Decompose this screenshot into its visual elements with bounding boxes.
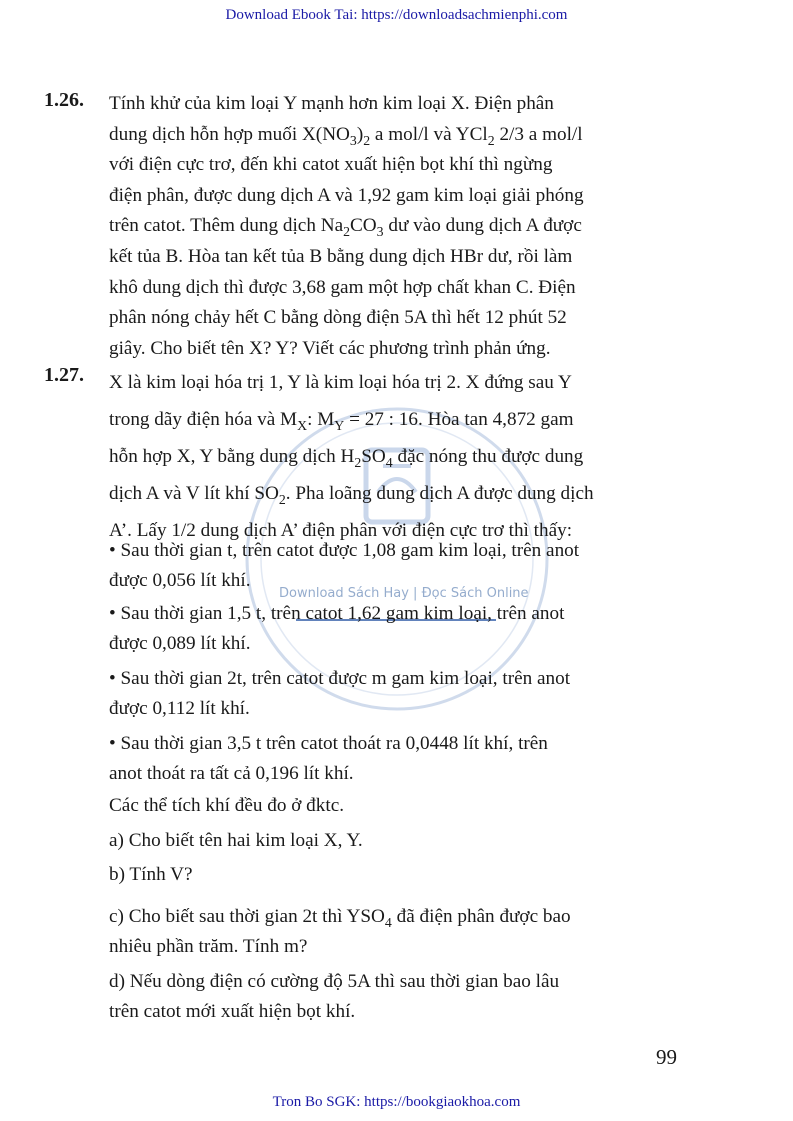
- bullet-item: • Sau thời gian 2t, trên catot được m gam kim loại, trên anot được 0,112 lít khí.: [109, 668, 571, 719]
- bullet-item: • Sau thời gian t, trên catot được 1,08 gam kim loại, trên anot được 0,056 lít khí.: [109, 540, 580, 591]
- bullet-item: • Sau thời gian 1,5 t, trên catot 1,62 gam kim loại, trên anot được 0,089 lít khí.: [109, 603, 565, 654]
- text-line: với điện cực trơ, đến khi catot xuất hiện bọt khí thì ngừng: [109, 154, 553, 176]
- text-line: dung dịch hỗn hợp muối $X(NO_3)_2$ a mol/l và YCl$_2$ 2/3 a mol/l: [109, 123, 583, 148]
- text-line: điện phân, được dung dịch A và 1,92 gam kim loại giải phóng: [109, 184, 584, 206]
- text-line: Tính khử của kim loại Y mạnh hơn kim loại X. Điện phân: [109, 93, 554, 114]
- text-line: A’. Lấy 1/2 dung dịch A’ điện phân với điện cực trơ thì thấy:: [109, 520, 573, 541]
- question-c: c) Cho biết sau thời gian 2t thì $YSO_4$ đã điện phân được bao nhiêu phần trăm. Tính m?: [109, 906, 571, 957]
- watermark-caption: Download Sách Hay | Đọc Sách Online: [279, 586, 529, 601]
- text-line: giây. Cho biết tên X? Y? Viết các phương trình phản ứng.: [109, 337, 551, 359]
- question-d: d) Nếu dòng điện có cường độ 5A thì sau thời gian bao lâu trên catot mới xuất hiện bọt khí.: [109, 971, 560, 1022]
- text-line: hỗn hợp X, Y bằng dung dịch $H_2SO_4$ đặc nóng thu được dung: [109, 446, 584, 470]
- problem-number: 1.26.: [44, 89, 84, 111]
- page-number: 99: [656, 1045, 677, 1069]
- text-line: trong dãy điện hóa và $M_X$: $M_Y = 27$ : 16. Hòa tan 4,872 gam: [109, 409, 574, 433]
- header-download-link[interactable]: Download Ebook Tai: https://downloadsachmienphi.com: [225, 7, 568, 23]
- text-line: khô dung dịch thì được 3,68 gam một hợp chất khan C. Điện: [109, 276, 576, 298]
- problem-1-26: [44, 89, 694, 364]
- text-line: X là kim loại hóa trị 1, Y là kim loại hóa trị 2. X đứng sau Y: [109, 372, 572, 393]
- text-line: kết tủa B. Hòa tan kết tủa B bằng dung dịch HBr dư, rồi làm: [109, 245, 573, 267]
- problem-text: [109, 364, 694, 549]
- text-line: trên catot. Thêm dung dịch $Na_2CO_3$ dư vào dung dịch A được: [109, 215, 582, 240]
- problem-text: [109, 89, 694, 364]
- text-line: dịch A và V lít khí $SO_2$. Pha loãng dung dịch A được dung dịch: [109, 483, 594, 507]
- question-a: a) Cho biết tên hai kim loại X, Y.: [109, 830, 363, 851]
- note-text: Các thể tích khí đều đo ở đktc.: [109, 795, 345, 816]
- question-b: b) Tính V?: [109, 864, 193, 885]
- problem-1-27: [44, 364, 694, 549]
- bullet-item: • Sau thời gian 3,5 t trên catot thoát ra 0,0448 lít khí, trên anot thoát ra tất cả 0,196 lít khí.: [109, 733, 548, 784]
- text-line: phân nóng chảy hết C bằng dòng điện 5A thì hết 12 phút 52: [109, 307, 567, 329]
- footer-sgk-link[interactable]: Tron Bo SGK: https://bookgiaokhoa.com: [272, 1094, 521, 1110]
- problem-number: 1.27.: [44, 364, 84, 386]
